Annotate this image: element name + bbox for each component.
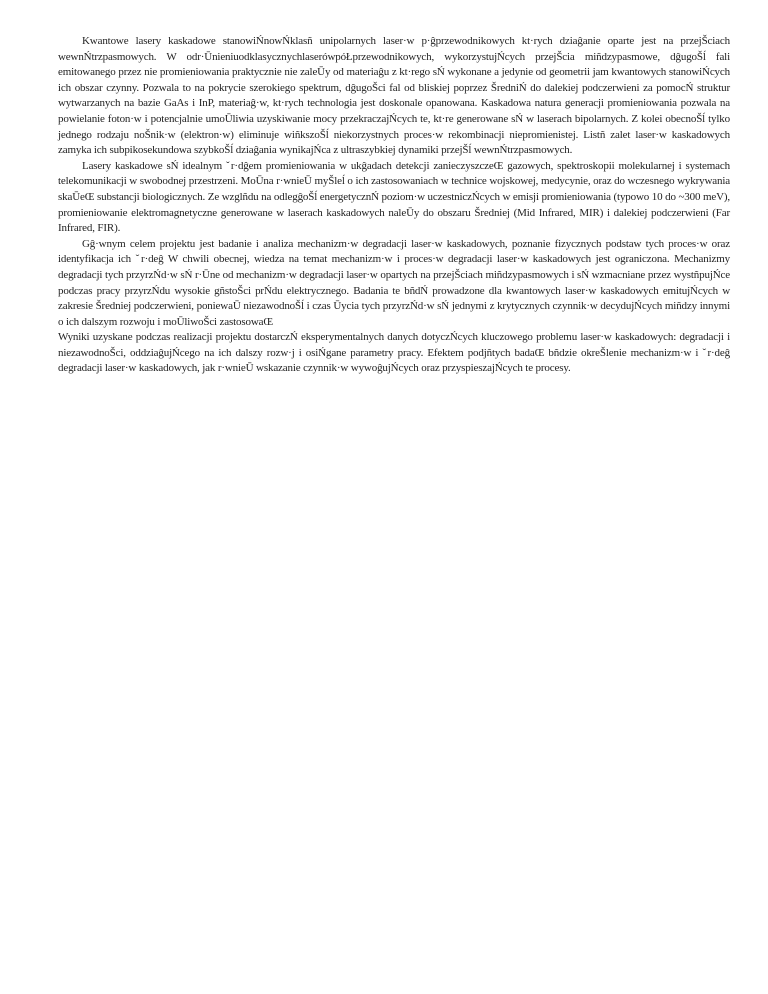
paragraph-intro: Kwantowe lasery kaskadowe stanowiŃnowŃklasñ unipolarnych laser·w p·ĝprzewodnikowych kt·rych dziaĝanie oparte jest na przejŠciach wewnŃtrzpasmowych. W odr·ŪnieniuodklasycznychlaserówpóŁprzewodnikowych, wykorzystujŃcych przejŠcia miñdzypasmowe, dĝugoŠĺ fali emitowanego przez nie promieniowania praktycznie nie zaleŪy od materiaĝu z kt·rego sŃ wykonane a jedynie od geometrii jam kwantowych stanowiŃcych ich obszar czynny. Pozwala to na pokrycie szerokiego spektrum, dĝugoŠci fal od bliskiej poprzez ŠredniŃ do dalekiej podczerwieni za pomocŃ struktur wytwarzanych na bazie GaAs i InP, materiaĝ·w, kt·rych technologia jest doskonale opanowana. Kaskadowa natura generacji promieniowania pozwala na powielanie foton·w i potencjalnie umoŪliwia uzyskiwanie mocy przekraczajŃcych te, kt·re generowane sŃ w laserach bipolarnych. Z kolei obecnoŠĺ tylko jednego rodzaju noŠnik·w (elektron·w) eliminuje wiñkszoŠĺ niekorzystnych proces·w rekombinacji niepromienistej. Listñ zalet laser·w kaskadowych zamyka ich subpikosekundowa szybkoŠĺ dziaĝania wynikajŃca z ultraszybkiej dynamiki przejŠĺ wewnŃtrzpasmowych. [58,35,730,157]
paragraph-project-goal: Gĝ·wnym celem projektu jest badanie i analiza mechanizm·w degradacji laser·w kaskadowych, poznanie fizycznych podstaw tych proces·w oraz identyfikacja ich ˇr·deĝ W chwili obecnej, wiedza na temat mechanizm·w i proces·w degradacji laser·w kaskadowych jest ograniczona. Mechanizmy degradacji tych przyrzŃd·w sŃ r·Ūne od mechanizm·w degradacji laser·w opartych na przejŠciach miñdzypasmowych i sŃ wzmacniane przez wystñpujŃce podczas pracy przyrzŃdu wysokie gñstoŠci prŃdu elektrycznego. Badania te bñdŃ prowadzone dla kwantowych laser·w kaskadowych emitujŃcych w zakresie Šredniej podczerwieni, poniewaŪ niezawodnoŠĺ i czas Ūycia tych przyrzŃd·w sŃ jednymi z krytycznych czynnik·w decydujŃcych miñdzy innymi o ich dalszym rozwoju i moŪliwoŠci zastosowaŒ [58,237,730,328]
document-body [58,34,730,377]
paragraph-applications: Lasery kaskadowe sŃ idealnym ˇr·dĝem promieniowania w ukĝadach detekcji zanieczyszczeŒ gazowych, spektroskopii molekularnej i systemach telekomunikacji w swobodnej przestrzeni. MoŪna r·wnieŪ myŠleĺ o ich zastosowaniach w technice wojskowej, medycynie, oraz do wczesnego wykrywania skaŪeŒ substancji biologicznych. Ze wzglñdu na odlegĝoŠĺ energetycznŃ poziom·w uczestniczŃcych w emisji promieniowania (typowo 10 do ~300 meV), promieniowanie elektromagnetyczne generowane w laserach kaskadowych naleŪy do obszaru Šredniej (Mid Infrared, MIR) i dalekiej podczerwieni (Far Infrared, FIR). [58,159,730,235]
paragraph-results: Wyniki uzyskane podczas realizacji projektu dostarczŃ eksperymentalnych danych dotyczŃcych kluczowego problemu laser·w kaskadowych: degradacji i niezawodnoŠci, oddziaĝujŃcego na ich dalszy rozw·j i osiŃgane parametry pracy. Efektem podjñtych badaŒ bñdzie okreŠlenie mechanizm·w i ˇr·deĝ degradacji laser·w kaskadowych, jak r·wnieŪ wskazanie czynnik·w wywoĝujŃcych oraz przyspieszajŃcych te procesy. [58,331,730,375]
